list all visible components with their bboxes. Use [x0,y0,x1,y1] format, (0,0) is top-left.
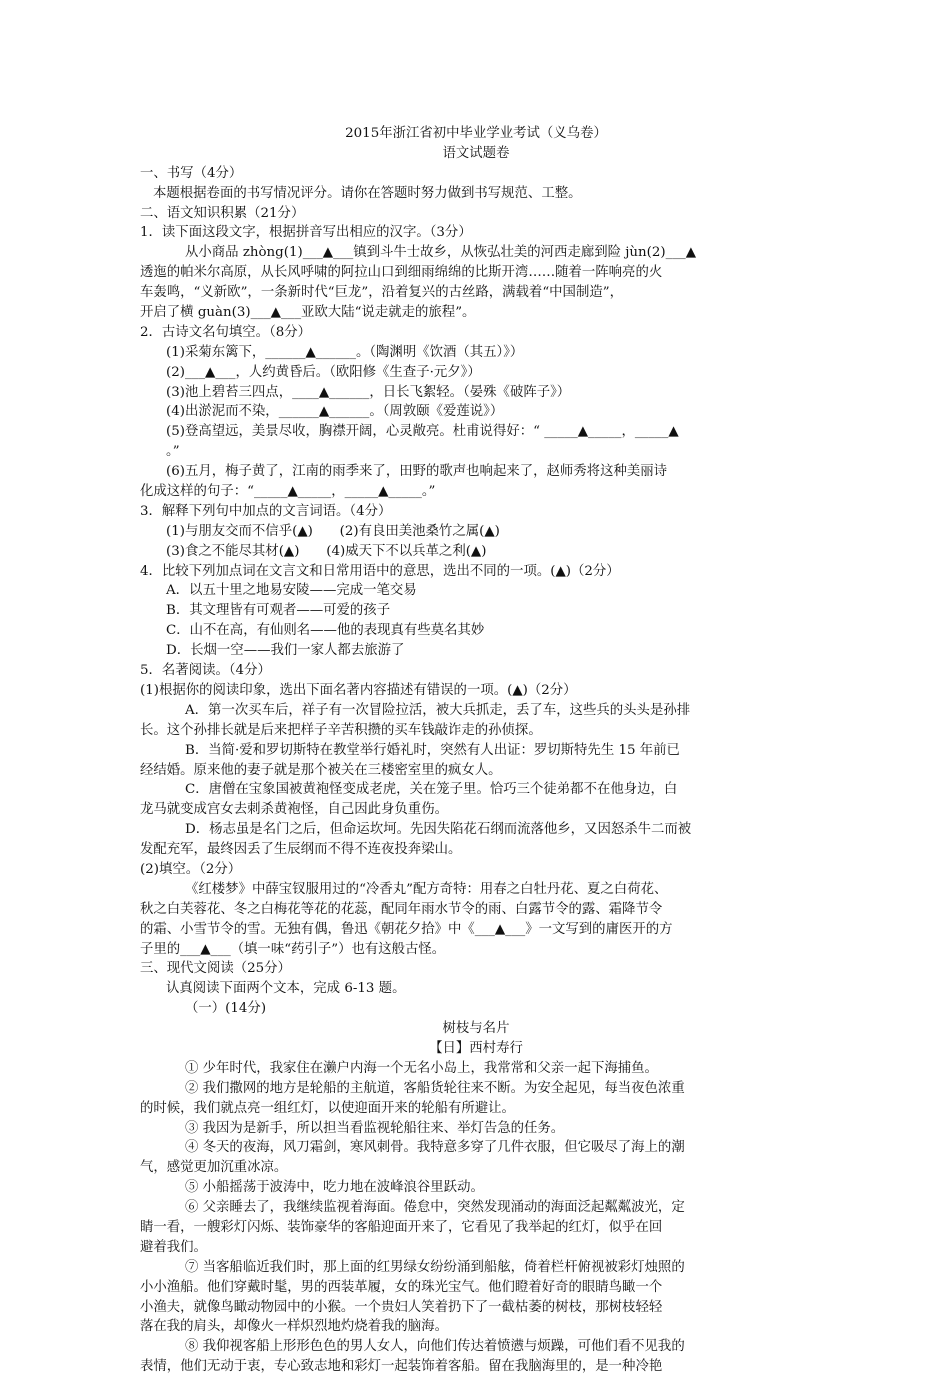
exam-page [140,124,812,1377]
question-line: 1．读下面这段文字，根据拼音写出相应的汉字。（3分） [140,225,472,241]
subquestion-line: 。” [166,444,180,460]
passage-line: 落在我的肩头，却像火一样炽烈地灼烧着我的脑海。 [140,1319,448,1335]
option-line: B．当简·爱和罗切斯特在教堂举行婚礼时，突然有人出证：罗切斯特先生 15 年前已 [185,742,680,758]
option-line: A．第一次买车后，祥子有一次冒险拉活，被大兵抓走，丢了车，这些兵的头头是孙排 [185,702,691,718]
passage-line: ⑦ 当客船临近我们时，那上面的红男绿女纷纷涌到船舷，倚着栏杆俯视被彩灯烛照的 [185,1259,685,1275]
paragraph-line: 经结婚。原来他的妻子就是那个被关在三楼密室里的疯女人。 [140,762,502,778]
passage-line: ③ 我因为是新手，所以担当看监视轮船往来、举灯告急的任务。 [185,1120,565,1136]
passage-title: 树枝与名片 [442,1021,510,1037]
paragraph-line: 车轰鸣，“义新欧”，一条新时代“巨龙”，沿着复兴的古丝路，满载着“中国制造”， [140,285,623,301]
option-line: B．其文理皆有可观者——可爱的孩子 [166,603,391,619]
passage-line: ② 我们撒网的地方是轮船的主航道，客船货轮往来不断。为安全起见，每当夜色浓重 [185,1080,685,1096]
passage-author: 【日】西村寿行 [429,1040,523,1056]
passage-line: ④ 冬天的夜海，风刀霜剑，寒风刺骨。我特意多穿了几件衣服，但它吸尽了海上的潮 [185,1140,685,1156]
passage-line: ⑤ 小船摇荡于波涛中，吃力地在波峰浪谷里跃动。 [185,1180,484,1196]
subquestion-line: (6)五月，梅子黄了，江南的雨季来了，田野的歌声也响起来了，赵师秀将这种美丽诗 [166,464,668,480]
question-line: 4．比较下列加点词在文言文和日常用语中的意思，选出不同的一项。(▲)（2分） [140,563,620,579]
option-line: C．唐僧在宝象国被黄袍怪变成老虎，关在笼子里。恰巧三个徒弟都不在他身边，白 [185,782,678,798]
paragraph-line: 认真阅读下面两个文本，完成 6-13 题。 [166,981,406,997]
paragraph-line: 长。这个孙排长就是后来把样子辛苦积攒的买车钱敲诈走的孙侦探。 [140,722,542,738]
subquestion-line: (2)填空。（2分） [140,861,242,877]
passage-line: 小渔夫，就像鸟瞰动物园中的小猴。一个贵妇人笑着扔下了一截枯萎的树枝，那树枝轻轻 [140,1299,663,1315]
passage-line: 避着我们。 [140,1239,207,1255]
option-line: D．杨志虽是名门之后，但命运坎坷。先因失陷花石纲而流落他乡，又因怒杀牛二而被 [185,822,692,838]
subquestion-line: (5)登高望远，美景尽收，胸襟开阔，心灵敞亮。杜甫说得好：“ _____▲_____，_____▲ [166,424,679,440]
exam-subtitle: 语文试题卷 [442,145,510,161]
passage-line: 睛一看，一艘彩灯闪烁、装饰豪华的客船迎面开来了，它看见了我举起的红灯，似乎在回 [140,1219,663,1235]
section-heading: 一、书写（4分） [140,165,243,181]
passage-number: （一）(14分) [185,1001,267,1017]
subquestion-line: (3)食之不能尽其材(▲) (4)威天下不以兵革之利(▲) [166,543,487,559]
option-line: C．山不在高，有仙则名——他的表现真有些莫名其妙 [166,623,485,639]
paragraph-line: 秋之白芙蓉花、冬之白梅花等花的花蕊，配同年雨水节令的雨、白露节令的露、霜降节令 [140,901,663,917]
paragraph-line: 发配充军，最终因丢了生辰纲而不得不连夜投奔梁山。 [140,842,462,858]
question-line: 2．古诗文名句填空。（8分） [140,324,312,340]
paragraph-line: 龙马就变成宫女去刺杀黄袍怪，自己因此身负重伤。 [140,802,448,818]
section-heading: 二、语文知识积累（21分） [140,205,305,221]
subquestion-line: (1)采菊东篱下，______▲______。（陶渊明《饮酒（其五）》） [166,344,524,360]
question-line: 5．名著阅读。（4分） [140,663,271,679]
exam-title: 2015年浙江省初中毕业学业考试（义乌卷） [345,126,607,141]
subquestion-line: (4)出淤泥而不染，______▲______。（周敦颐《爱莲说》） [166,404,504,420]
paragraph-line: 的霜、小雪节令的雪。无独有偶，鲁迅《朝花夕拾》中《___▲___》一文写到的庸医开的方 [140,921,673,937]
passage-line: ① 少年时代，我家住在濑户内海一个无名小岛上，我常常和父亲一起下海捕鱼。 [185,1060,658,1076]
passage-line: 表情，他们无动于衷，专心致志地和彩灯一起装饰着客船。留在我脑海里的，是一种冷艳 [140,1359,663,1375]
section-heading: 三、现代文阅读（25分） [140,961,291,977]
passage-line: 气，感觉更加沉重冰凉。 [140,1160,288,1176]
paragraph-line: 开启了横 guàn(3)___▲___亚欧大陆“说走就走的旅程”。 [140,305,476,321]
paragraph-line: 化成这样的句子：“_____▲_____，_____▲_____。” [140,484,436,500]
paragraph-line: 《红楼梦》中薛宝钗服用过的“冷香丸”配方奇特：用春之白牡丹花、夏之白荷花、 [185,881,668,897]
paragraph-line: 透迤的帕米尔高原，从长风呼啸的阿拉山口到细雨绵绵的比斯开湾……随着一阵响亮的火 [140,265,663,281]
passage-line: ⑧ 我仰视客船上形形色色的男人女人，向他们传达着愤懑与烦躁，可他们看不见我的 [185,1339,685,1355]
paragraph-line: 本题根据卷面的书写情况评分。请你在答题时努力做到书写规范、工整。 [153,185,582,201]
passage-line: 的时候，我们就点亮一组红灯，以使迎面开来的轮船有所避让。 [140,1100,515,1116]
passage-line: 小小渔船。他们穿戴时髦，男的西装革履，女的珠光宝气。他们瞪着好奇的眼睛鸟瞰一个 [140,1279,663,1295]
option-line: D．长烟一空——我们一家人都去旅游了 [166,643,405,659]
subquestion-line: (3)池上碧苔三四点，____▲______，日长飞絮轻。（晏殊《破阵子》） [166,384,571,400]
question-line: 3．解释下列句中加点的文言词语。（4分） [140,503,392,519]
paragraph-line: 从小商品 zhòng(1)___▲___镇到斗牛士故乡，从恢弘壮美的河西走廊到险 jùn(2)___▲ [185,245,697,261]
subquestion-line: (2)___▲___，人约黄昏后。（欧阳修《生查子·元夕》） [166,364,481,380]
option-line: A．以五十里之地易安陵——完成一笔交易 [166,583,417,599]
paragraph-line: 子里的___▲___（填一味“药引子”）也有这般古怪。 [140,941,446,957]
subquestion-line: (1)与朋友交而不信乎(▲) (2)有良田美池桑竹之属(▲) [166,523,500,539]
passage-line: ⑥ 父亲睡去了，我继续监视着海面。倦怠中，突然发现涌动的海面泛起粼粼波光，定 [185,1200,685,1216]
subquestion-line: (1)根据你的阅读印象，选出下面名著内容描述有错误的一项。(▲)（2分） [140,682,577,698]
